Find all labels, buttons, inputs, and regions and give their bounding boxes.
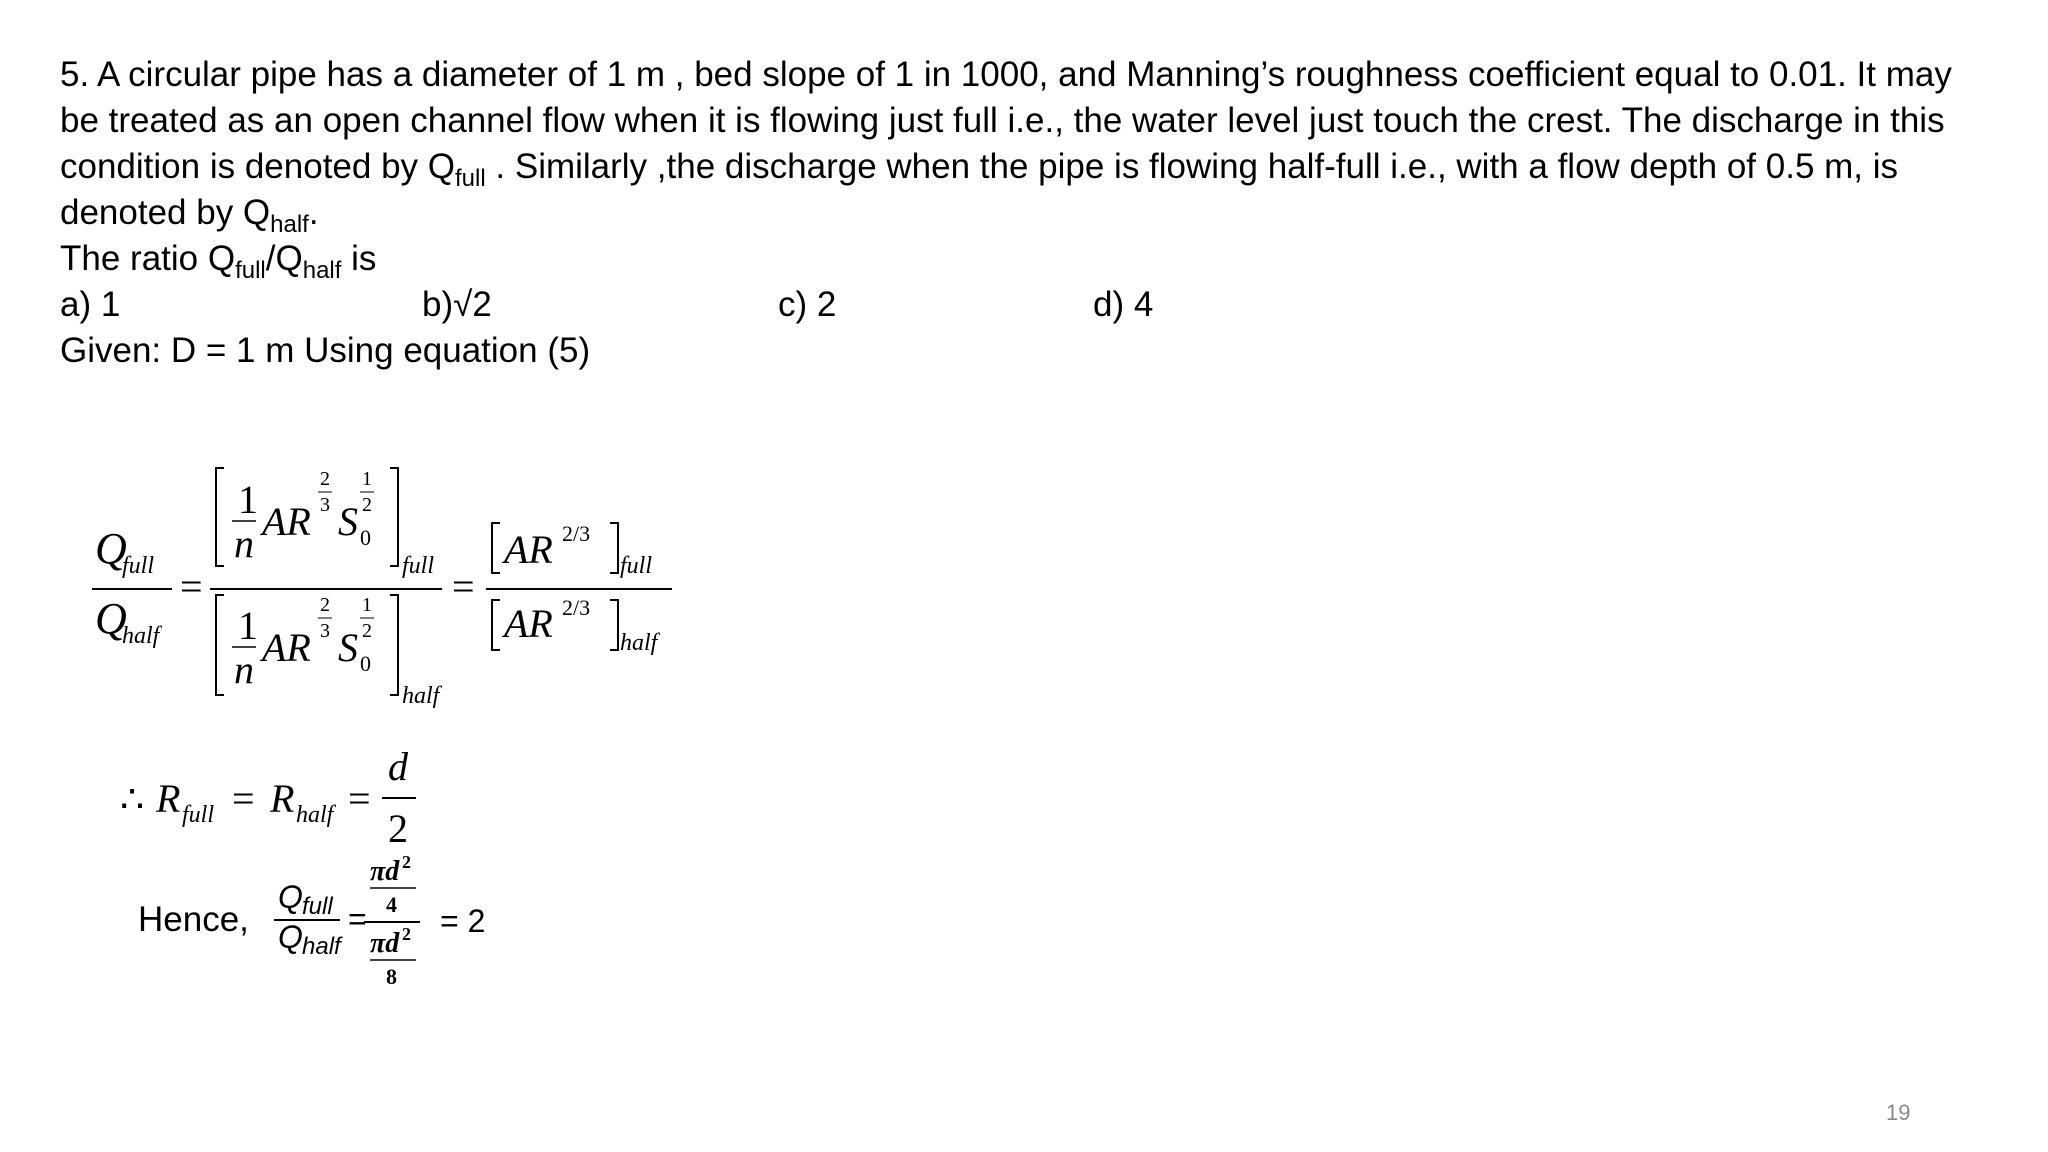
pi-d-top: πd bbox=[370, 856, 400, 887]
s-zero: 0 bbox=[360, 525, 371, 550]
problem-line-1: 5. A circular pipe has a diameter of 1 m , bed slope of 1 in 1000, and Manning’s roughness coefficient equal to 0.01. It may bbox=[60, 55, 1952, 94]
eight-denominator: 8 bbox=[386, 964, 397, 989]
four-denominator: 4 bbox=[386, 892, 397, 917]
full-subscript-ratio: full bbox=[620, 553, 653, 579]
den-exp-two-b: 2 bbox=[362, 620, 372, 642]
q-half-result: Q bbox=[278, 919, 303, 955]
ar-bottom: AR bbox=[504, 601, 553, 646]
equals-sign: = bbox=[180, 564, 203, 609]
problem-line-2: be treated as an open channel flow when it is flowing just full i.e., the water level just touch the crest. The discharge in this bbox=[60, 101, 1945, 140]
given-line: Given: D = 1 m Using equation (5) bbox=[60, 331, 591, 370]
square-top: 2 bbox=[402, 852, 411, 872]
problem-text bbox=[60, 52, 2020, 374]
q-full-result: Q bbox=[278, 879, 303, 915]
option-d: d) 4 bbox=[1093, 285, 1154, 324]
two-denominator: 2 bbox=[388, 806, 408, 851]
numerator-s: S bbox=[338, 499, 358, 544]
exp-two-b: 2 bbox=[362, 494, 372, 516]
half-result-sub: half bbox=[302, 933, 341, 960]
pi-d-bottom: πd bbox=[370, 928, 400, 959]
r-full-subscript: full bbox=[182, 802, 215, 828]
equals-r: = bbox=[232, 776, 255, 821]
page-number: 19 bbox=[1886, 1100, 1911, 1125]
denominator-s: S bbox=[338, 625, 358, 670]
r-half-subscript: half bbox=[296, 802, 334, 828]
result-equation bbox=[138, 850, 558, 1000]
half-subscript-ratio: half bbox=[620, 630, 658, 656]
q-full-symbol: Q bbox=[95, 524, 127, 573]
equals-sign-2: = bbox=[452, 564, 475, 609]
full-result-sub: full bbox=[302, 893, 333, 920]
numerator-n: n bbox=[234, 521, 254, 566]
answer-options bbox=[60, 282, 2020, 328]
ratio-question: The ratio $Q_{full}/Q_{half}$ is bbox=[60, 239, 377, 284]
den-exp-two: 2 bbox=[320, 594, 330, 616]
problem-line-3: condition is denoted by $Q_{full}$ . Similarly ,the discharge when the pipe is flowing half-full i.e., with a flow depth of 0.5 m, is bbox=[60, 147, 1899, 192]
option-c: c) 2 bbox=[778, 285, 837, 324]
equals-d: = bbox=[348, 776, 371, 821]
final-result: = 2 bbox=[440, 903, 486, 939]
hence-label: Hence, bbox=[138, 900, 249, 939]
square-bottom: 2 bbox=[402, 924, 411, 944]
denominator-ar: AR bbox=[262, 625, 311, 670]
half-subscript-bracket: half bbox=[402, 683, 440, 709]
exp-two: 2 bbox=[320, 468, 330, 490]
numerator-one: 1 bbox=[238, 477, 258, 522]
full-subscript-bracket: full bbox=[402, 553, 435, 579]
option-b: b)√2 bbox=[422, 285, 492, 324]
option-a: a) 1 bbox=[60, 285, 121, 324]
denominator-n: n bbox=[234, 647, 254, 692]
q-half-symbol: Q bbox=[95, 594, 127, 643]
numerator-ar: AR bbox=[262, 499, 311, 544]
exp-23-bottom: 2/3 bbox=[562, 595, 591, 620]
r-full-symbol: R bbox=[156, 776, 181, 821]
r-half-symbol: R bbox=[270, 776, 295, 821]
therefore-symbol: ∴ bbox=[120, 779, 145, 821]
discharge-ratio-equation bbox=[90, 455, 710, 725]
ar-top: AR bbox=[504, 527, 553, 572]
exp-three: 3 bbox=[320, 494, 330, 516]
den-exp-one: 1 bbox=[362, 594, 372, 616]
half-subscript: half bbox=[122, 623, 160, 649]
equals-result: = bbox=[348, 901, 367, 937]
den-exp-three: 3 bbox=[320, 620, 330, 642]
den-s-zero: 0 bbox=[360, 651, 371, 676]
problem-line-4: denoted by $Q_{half}$. bbox=[60, 193, 319, 238]
hydraulic-radius-equation bbox=[120, 740, 450, 860]
d-numerator: d bbox=[388, 744, 408, 789]
denominator-one: 1 bbox=[238, 603, 258, 648]
full-subscript: full bbox=[122, 553, 155, 579]
exp-23-top: 2/3 bbox=[562, 521, 591, 546]
exp-one: 1 bbox=[362, 468, 372, 490]
result-fraction bbox=[268, 850, 558, 1000]
